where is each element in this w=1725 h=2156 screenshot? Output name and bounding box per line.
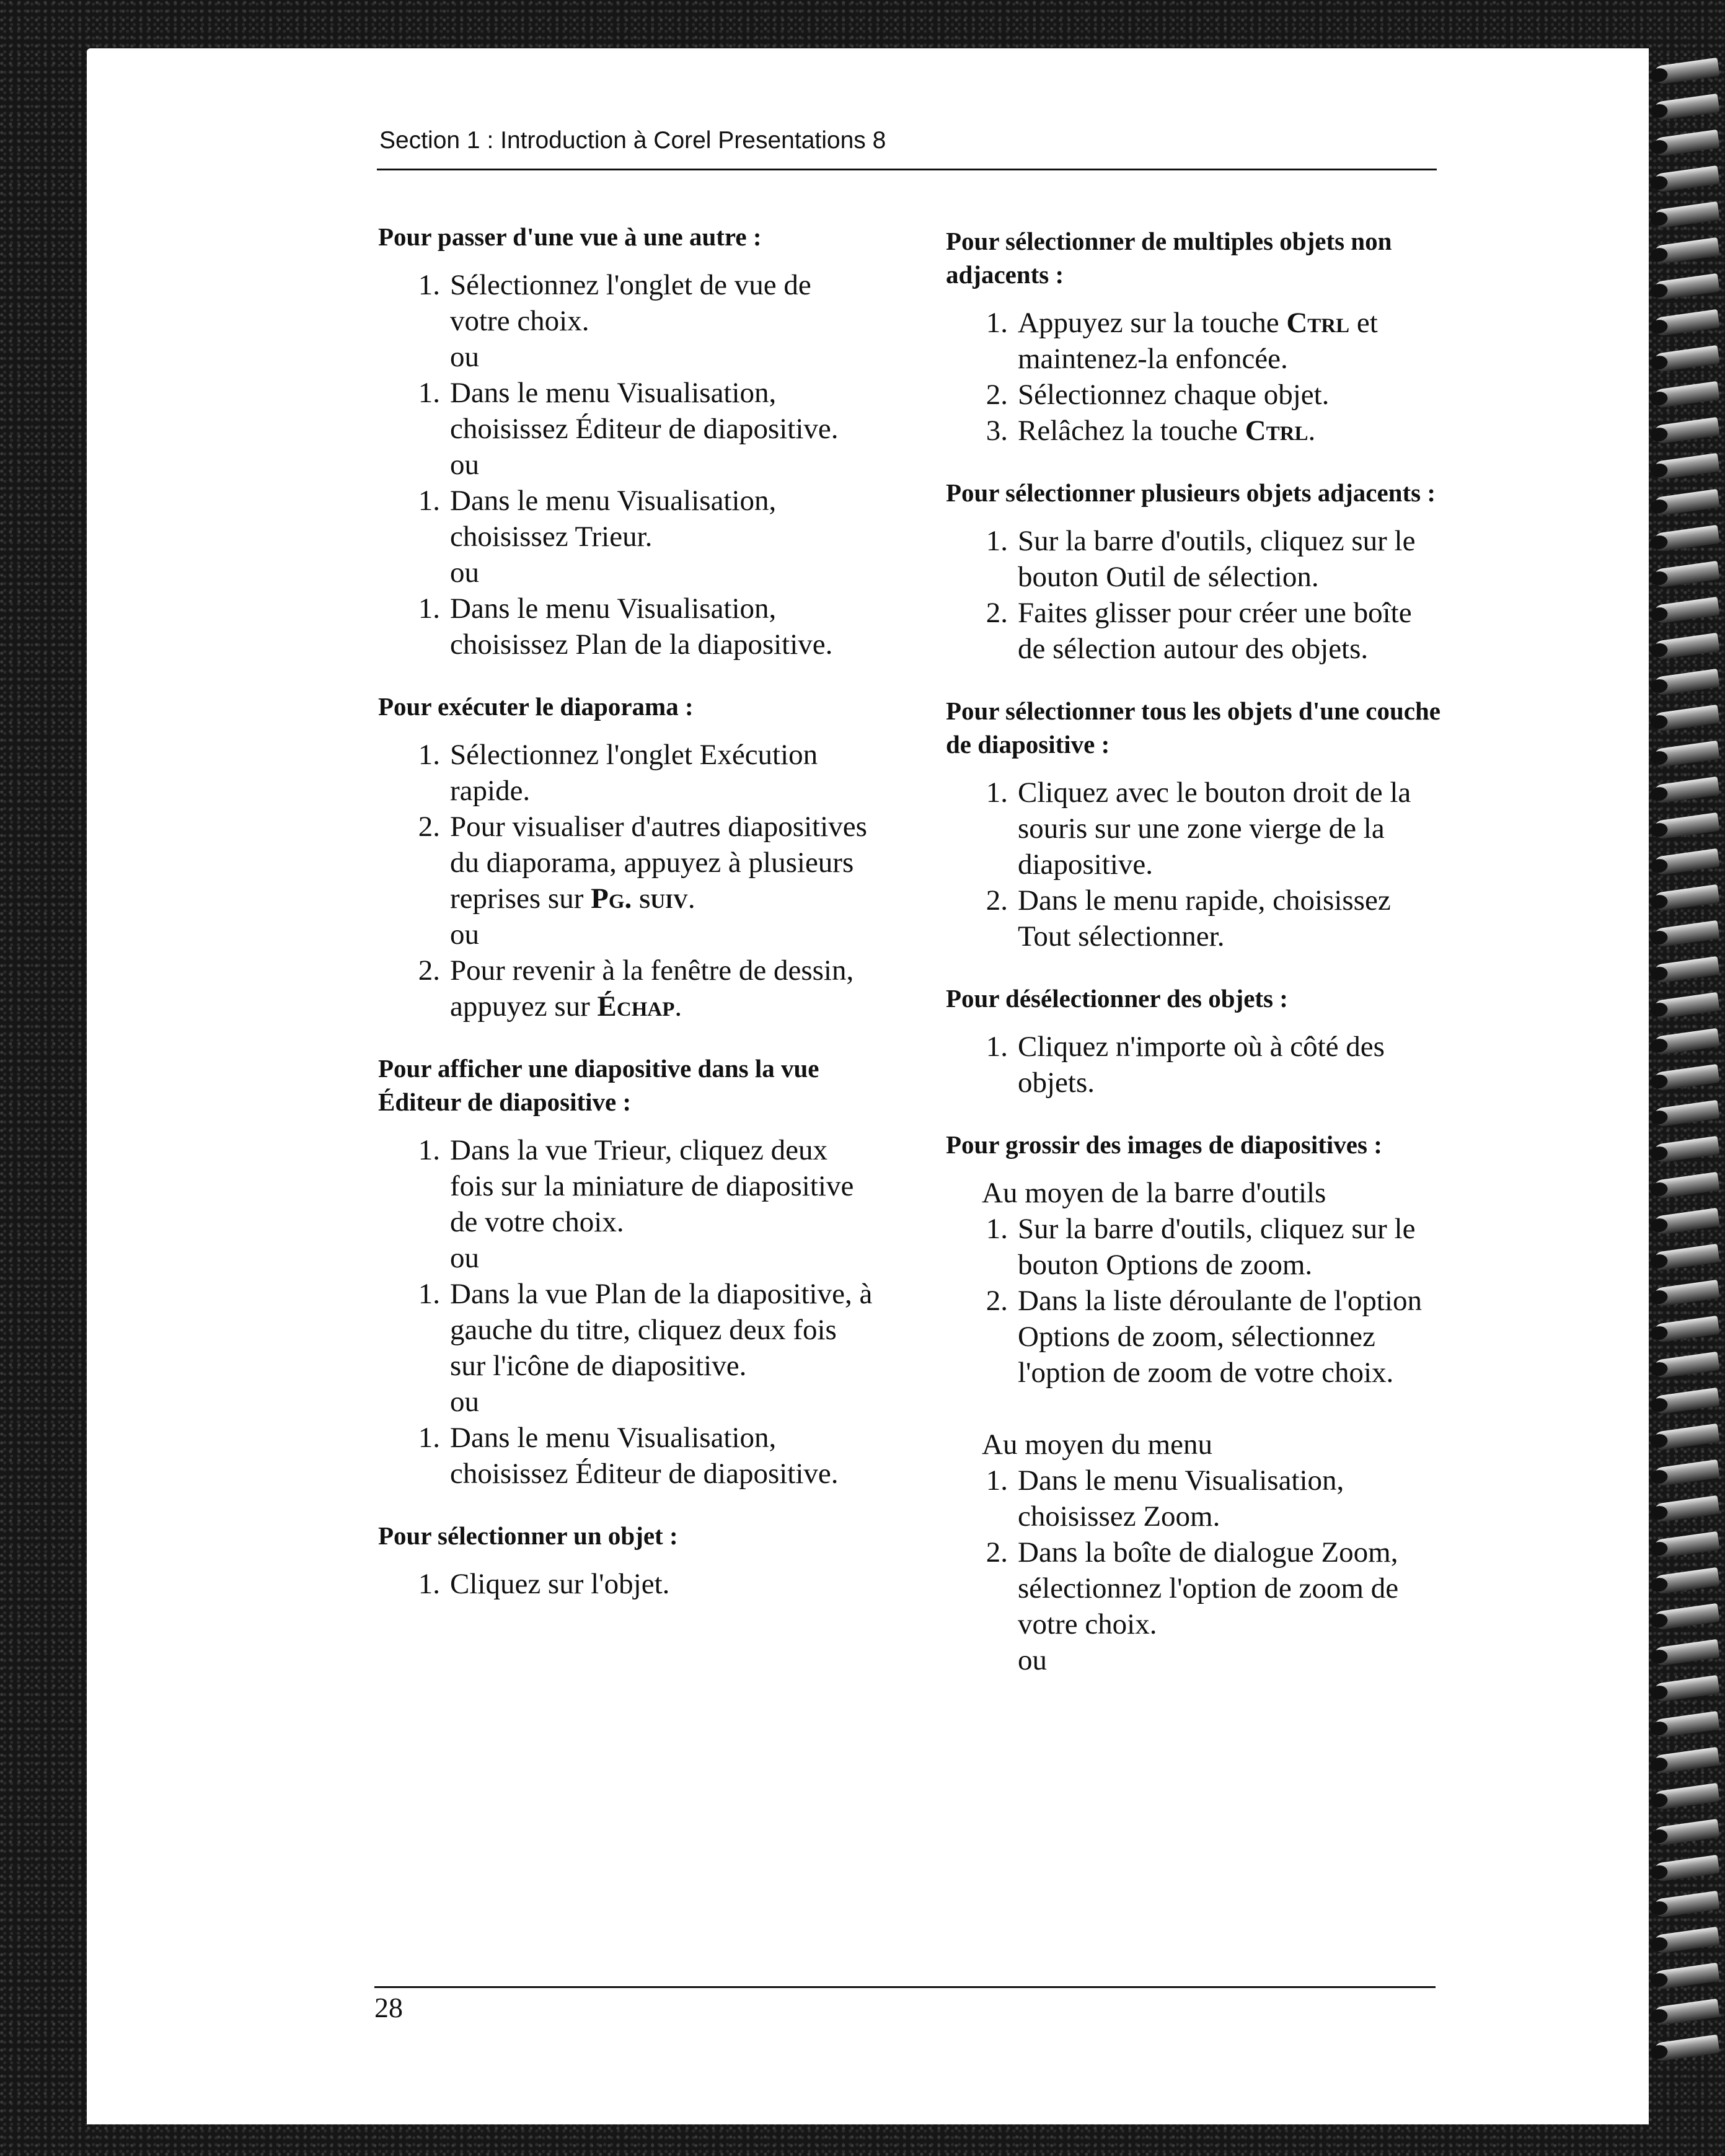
step-text: Dans le menu rapide, choisissez Tout sélectionner. [1018,884,1391,953]
binding-coil [1652,1244,1719,1271]
step-text: Sélectionnez chaque objet. [1018,379,1330,411]
step-text-part: . [687,882,695,915]
list-item [946,377,1442,413]
step-number: 2. [986,1285,1008,1317]
binding-coil [1652,1064,1719,1091]
binding-coil [1652,597,1719,624]
binding-coil [1652,1999,1719,2026]
step-number: 1. [418,485,440,517]
step-text: Dans la boîte de dialogue Zoom, sélectionnez l'option de zoom de votre choix. [1018,1536,1399,1640]
section-heading: Pour afficher une diapositive dans la vue Éditeur de diapositive : [378,1054,819,1116]
binding-coil [1652,273,1719,301]
step-list [946,523,1442,667]
step-text [450,953,874,1024]
binding-coil [1652,1603,1719,1630]
list-item [946,305,1442,377]
list-item [378,953,874,1024]
step-list [378,267,874,662]
or-text: ou [450,918,479,951]
spiral-binding [1649,62,1725,2132]
step-text: Dans la vue Plan de la diapositive, à gauche du titre, cliquez deux fois sur l'icône de diapositive. [450,1278,873,1382]
section-heading: Pour sélectionner de multiples objets non adjacents : [946,227,1392,289]
step-number: 1. [418,739,440,771]
binding-coil [1652,381,1719,408]
list-item [378,1276,874,1384]
step-text [450,809,874,917]
step-number: 1. [418,1422,440,1454]
step-text: Sélectionnez l'onglet Exécution rapide. [450,739,818,807]
binding-coil [1652,777,1719,804]
binding-coil [1652,237,1719,265]
list-item [378,809,874,917]
step-text: Cliquez sur l'objet. [450,1568,670,1600]
step-text: Faites glisser pour créer une boîte de sélection autour des objets. [1018,597,1412,665]
section-header: Section 1 : Introduction à Corel Presentations 8 [379,127,886,154]
section-heading: Pour sélectionner plusieurs objets adjacents : [946,478,1436,507]
list-item [946,1029,1442,1101]
binding-coil [1652,1783,1719,1810]
step-number: 2. [418,811,440,843]
binding-coil [1652,130,1719,157]
section-heading: Pour sélectionner un objet : [378,1521,678,1550]
list-item [946,1211,1442,1283]
list-item [378,591,874,662]
step-list [378,1132,874,1492]
page-number: 28 [374,1992,403,2023]
binding-coil [1652,1208,1719,1235]
or-text: ou [1018,1644,1047,1676]
step-list [946,305,1442,449]
section-heading: Pour désélectionner des objets : [946,984,1288,1013]
binding-coil [1652,1136,1719,1163]
binding-coil [1652,165,1719,193]
or-text: ou [450,449,479,481]
binding-coil [1652,669,1719,696]
step-text: Dans la vue Trieur, cliquez deux fois sur la miniature de diapositive de votre choix. [450,1134,854,1238]
binding-coil [1652,94,1719,121]
step-list [378,1566,874,1602]
step-number: 1. [986,1031,1008,1063]
binding-coil [1652,1747,1719,1774]
step-text-part: Pour revenir à la fenêtre de dessin, appuyez sur [450,954,854,1023]
step-text: Sélectionnez l'onglet de vue de votre choix. [450,269,811,337]
step-text: Dans la liste déroulante de l'option Options de zoom, sélectionnez l'option de zoom de votre choix. [1018,1285,1422,1389]
binding-coil [1652,1675,1719,1702]
binding-coil [1652,1280,1719,1307]
step-number: 1. [986,777,1008,809]
list-item [946,413,1442,449]
key-name: Échap [597,990,675,1023]
list-item [378,1420,874,1492]
step-text-part: Appuyez sur la touche [1018,307,1287,339]
step-text: Dans le menu Visualisation, choisissez Zoom. [1018,1464,1344,1533]
step-number: 2. [986,597,1008,629]
binding-coil [1652,1172,1719,1199]
binding-coil [1652,453,1719,480]
step-list [378,737,874,1024]
list-item [378,737,874,809]
step-text-part: . [1308,415,1316,447]
binding-coil [1652,812,1719,840]
binding-coil [1652,1423,1719,1451]
step-text-part: et maintenez-la enfoncée. [1018,307,1378,375]
list-item [946,595,1442,667]
footer-rule [374,1986,1436,1988]
header-rule [377,169,1437,170]
step-text: Dans le menu Visualisation, choisissez Éditeur de diapositive. [450,1422,839,1490]
step-text: Sur la barre d'outils, cliquez sur le bouton Outil de sélection. [1018,525,1416,593]
section-heading: Pour exécuter le diaporama : [378,692,694,721]
or-text: ou [450,557,479,589]
step-number: 3. [986,415,1008,447]
list-item [378,483,874,555]
sub-heading: Au moyen du menu [982,1428,1213,1461]
binding-coil [1652,1352,1719,1379]
binding-coil [1652,1459,1719,1487]
binding-coil [1652,2035,1719,2062]
spacer [946,1391,1442,1427]
binding-coil [1652,201,1719,229]
or-text: ou [450,1386,479,1418]
binding-coil [1652,1388,1719,1415]
step-number: 1. [418,1134,440,1166]
step-number: 2. [418,954,440,987]
binding-coil [1652,1531,1719,1559]
list-item [946,1463,1442,1534]
step-number: 1. [986,1464,1008,1497]
step-list [946,775,1442,954]
section-heading: Pour grossir des images de diapositives : [946,1130,1382,1159]
binding-coil [1652,561,1719,588]
binding-coil [1652,1819,1719,1846]
binding-coil [1652,956,1719,983]
binding-coil [1652,1639,1719,1666]
binding-coil [1652,309,1719,337]
sub-heading: Au moyen de la barre d'outils [982,1177,1326,1209]
or-text: ou [450,1242,479,1274]
binding-coil [1652,1567,1719,1595]
binding-coil [1652,992,1719,1019]
step-number: 1. [986,525,1008,557]
binding-coil [1652,920,1719,948]
list-item [946,1283,1442,1391]
step-text: Dans le menu Visualisation, choisissez Éditeur de diapositive. [450,377,839,445]
step-text [1018,305,1442,377]
step-number: 1. [418,269,440,301]
left-column [378,220,874,1629]
binding-coil [1652,489,1719,516]
step-number: 1. [418,1278,440,1310]
step-text-part: Pour visualiser d'autres diapositives du diaporama, appuyez à plusieurs reprises sur [450,811,867,915]
binding-coil [1652,58,1719,85]
step-number: 2. [986,1536,1008,1569]
binding-coil [1652,705,1719,732]
step-text-part: . [674,990,682,1023]
step-text: Cliquez n'importe où à côté des objets. [1018,1031,1385,1099]
binding-coil [1652,525,1719,552]
step-number: 2. [986,884,1008,917]
binding-coil [1652,741,1719,768]
binding-coil [1652,633,1719,660]
binding-coil [1652,417,1719,444]
step-text: Dans le menu Visualisation, choisissez Plan de la diapositive. [450,592,833,661]
key-name: Ctrl [1245,415,1308,447]
step-list [946,1029,1442,1101]
binding-coil [1652,1028,1719,1055]
or-text: ou [450,341,479,373]
binding-coil [1652,345,1719,372]
step-text [1018,413,1442,449]
step-text-part: Relâchez la touche [1018,415,1245,447]
binding-coil [1652,884,1719,912]
step-list [946,1175,1442,1678]
list-item [378,375,874,447]
step-text: Cliquez avec le bouton droit de la souris sur une zone vierge de la diapositive. [1018,777,1411,881]
list-item [946,882,1442,954]
binding-coil [1652,1711,1719,1738]
step-text: Dans le menu Visualisation, choisissez Trieur. [450,485,777,553]
list-item [946,1534,1442,1642]
list-item [946,775,1442,882]
right-column [946,224,1442,1705]
step-text: Sur la barre d'outils, cliquez sur le bouton Options de zoom. [1018,1213,1416,1281]
step-number: 1. [986,307,1008,339]
binding-coil [1652,1927,1719,1954]
binding-coil [1652,1100,1719,1127]
section-heading: Pour sélectionner tous les objets d'une couche de diapositive : [946,697,1440,759]
step-number: 1. [418,1568,440,1600]
binding-coil [1652,1855,1719,1882]
binding-coil [1652,1891,1719,1918]
step-number: 1. [418,377,440,409]
binding-coil [1652,1963,1719,1990]
step-number: 2. [986,379,1008,411]
list-item [378,267,874,339]
key-name: Pg. suiv [591,882,688,915]
list-item [378,1566,874,1602]
binding-coil [1652,848,1719,876]
list-item [378,1132,874,1240]
binding-coil [1652,1316,1719,1343]
key-name: Ctrl [1286,307,1350,339]
binding-coil [1652,1495,1719,1523]
step-number: 1. [418,592,440,625]
step-number: 1. [986,1213,1008,1245]
list-item [946,523,1442,595]
section-heading: Pour passer d'une vue à une autre : [378,222,762,251]
